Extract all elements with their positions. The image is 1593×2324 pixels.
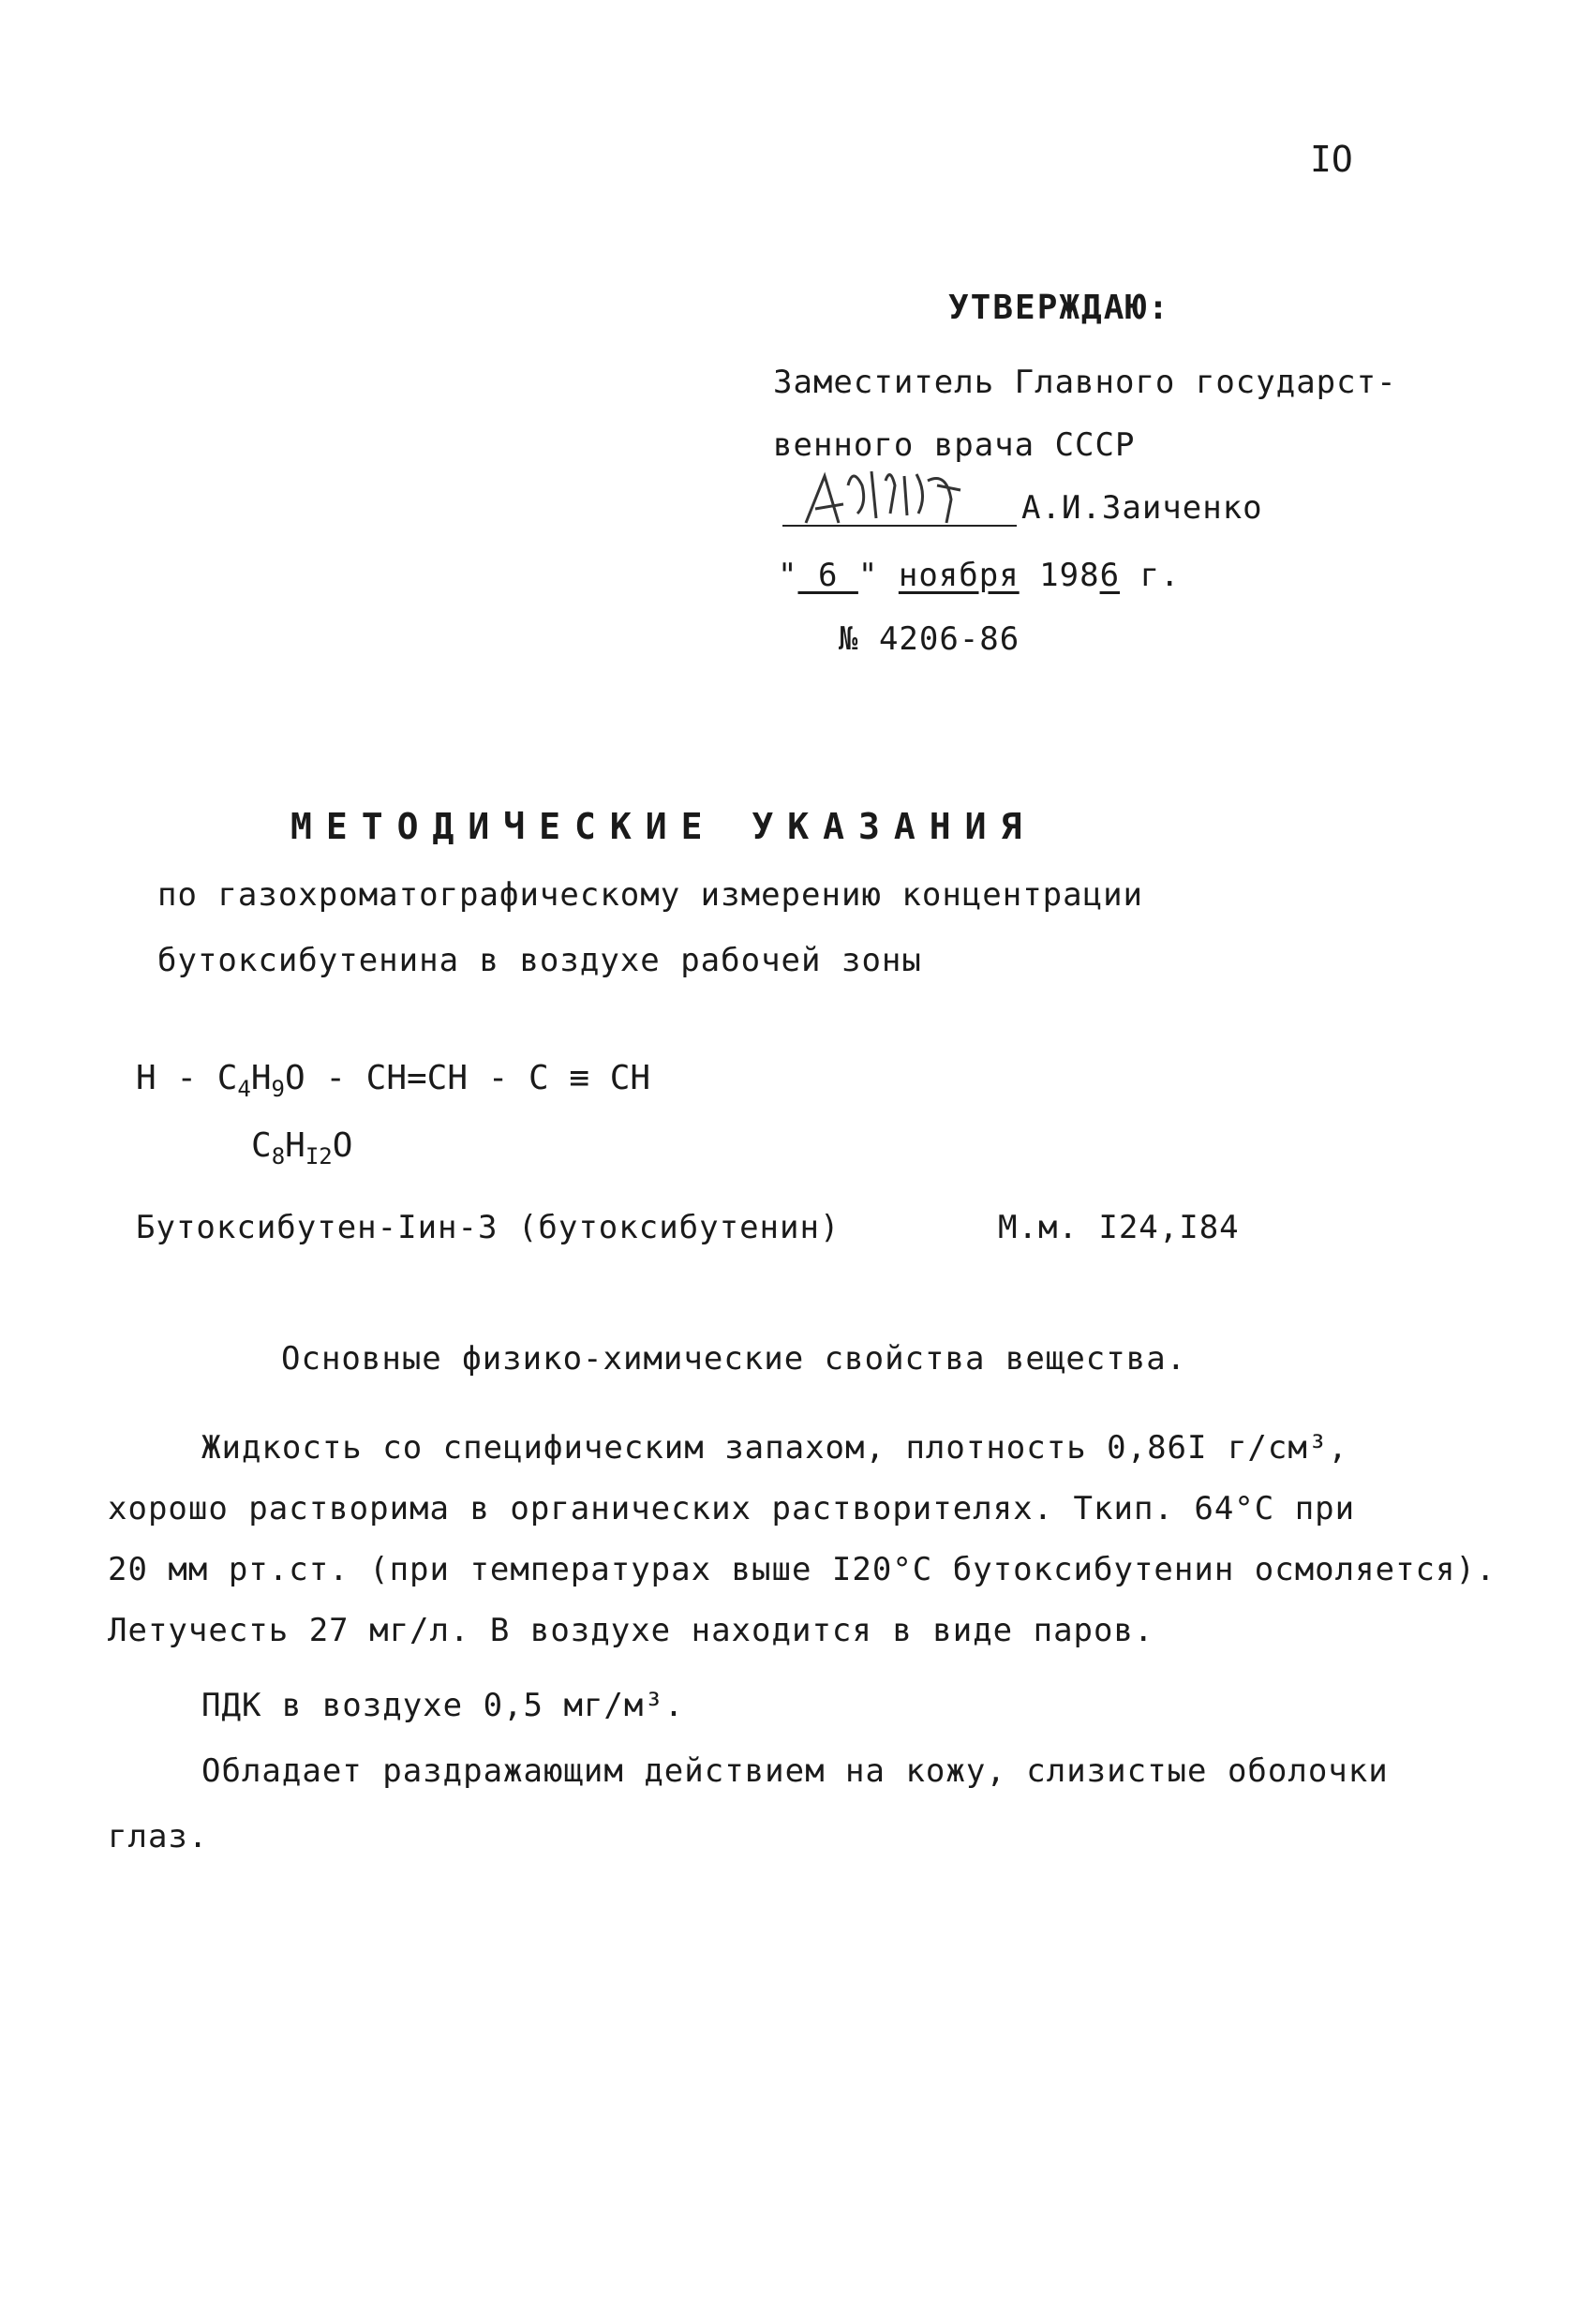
approver-name: А.И.Заиченко	[1021, 489, 1263, 527]
properties-text-line: Жидкость со специфическим запахом, плотность 0,86I г/см³,	[201, 1429, 1348, 1467]
formula-part: Н	[250, 1059, 272, 1097]
date-month: ноября	[898, 557, 1020, 594]
document-number: № 4206-86	[839, 620, 1020, 658]
compound-name: Бутоксибутен-Iин-3 (бутоксибутенин)	[136, 1209, 841, 1246]
document-title: МЕТОДИЧЕСКИЕ УКАЗАНИЯ	[290, 806, 1036, 847]
formula-element: С	[251, 1126, 272, 1165]
properties-text-line: Обладает раздражающим действием на кожу, слизистые оболочки	[201, 1752, 1389, 1790]
properties-text-line: глаз.	[108, 1818, 209, 1855]
page-number: IO	[1310, 139, 1353, 180]
formula-subscript: I2	[305, 1143, 333, 1170]
properties-heading: Основные физико-химические свойства вещества.	[281, 1340, 1187, 1378]
handwritten-signature	[796, 457, 1012, 532]
properties-text-line: 20 мм рт.ст. (при температурах выше I20°С бутоксибутенин осмоляется).	[108, 1551, 1496, 1588]
formula-subscript: 9	[271, 1076, 285, 1103]
properties-text-line: хорошо растворима в органических растворителях. Ткип. 64°С при	[108, 1490, 1356, 1527]
properties-text-line: ПДК в воздухе 0,5 мг/м³.	[201, 1687, 685, 1724]
document-subtitle-line-1: по газохроматографическому измерению концентрации	[157, 876, 1144, 914]
date-day: 6	[797, 557, 858, 594]
date-suffix: г.	[1120, 557, 1181, 594]
formula-part: О - СН=СН - С ≡ СН	[284, 1059, 651, 1097]
formula-part: Н - С	[136, 1059, 238, 1097]
formula-element: О	[332, 1126, 353, 1165]
formula-subscript: 4	[237, 1076, 251, 1103]
properties-text-line: Летучесть 27 мг/л. В воздухе находится в виде паров.	[108, 1612, 1154, 1649]
approval-heading: УТВЕРЖДАЮ:	[948, 289, 1170, 327]
date-mid: "	[857, 557, 899, 594]
formula-subscript: 8	[271, 1143, 286, 1170]
date-year-prefix: 198	[1019, 557, 1100, 594]
structural-formula	[136, 1059, 650, 1102]
approver-title-line-1: Заместитель Главного государст-	[773, 364, 1397, 401]
formula-element: Н	[285, 1126, 305, 1165]
signature-line	[782, 525, 1017, 527]
approval-date	[778, 557, 1180, 594]
date-prefix: "	[778, 557, 798, 594]
document-subtitle-line-2: бутоксибутенина в воздухе рабочей зоны	[157, 942, 922, 979]
approver-title-line-2: венного врача СССР	[773, 426, 1136, 464]
molecular-formula	[251, 1126, 352, 1169]
date-year-digit: 6	[1099, 557, 1121, 594]
molar-mass: М.м. I24,I84	[998, 1209, 1240, 1246]
